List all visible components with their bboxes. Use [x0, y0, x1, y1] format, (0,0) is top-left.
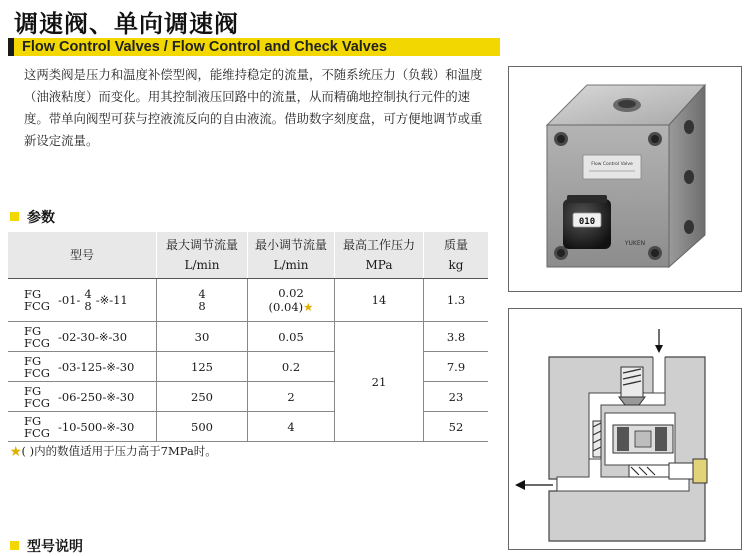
- col-unit: L/min: [273, 258, 309, 272]
- col-header-mass: [424, 232, 489, 279]
- col-unit: L/min: [184, 258, 220, 272]
- min-flow-cell: 0.05: [248, 322, 335, 352]
- min-flow-cell: 4: [248, 412, 335, 442]
- col-unit: kg: [448, 258, 464, 272]
- outlet-arrow-icon: [515, 480, 525, 490]
- valve-photo-illustration: [509, 67, 741, 291]
- pressure-cell: 14: [335, 279, 424, 322]
- table-row: [8, 322, 488, 352]
- col-unit: MPa: [365, 258, 393, 272]
- col-header-model: [8, 232, 157, 279]
- model-heading-text: 型号说明: [27, 539, 83, 555]
- spec-heading-text: 参数: [27, 210, 55, 226]
- model-prefix: FG FCG: [24, 323, 50, 350]
- page-title: 调速阀、单向调速阀: [14, 10, 239, 38]
- model-cell: [8, 279, 157, 322]
- cross-section-diagram: [508, 308, 742, 550]
- footnote-text: ( )内的数值适用于压力高于7MPa时。: [21, 444, 217, 458]
- col-label: 最大调节流量: [165, 238, 238, 252]
- valve-photo: [508, 66, 742, 292]
- star-icon: ★: [10, 444, 22, 458]
- mass-cell: 52: [424, 412, 489, 442]
- intro-paragraph: 这两类阀是压力和温度补偿型阀，能维持稳定的流量，不随系统压力（负载）和温度（油液粘度）而变化。用其控制液压回路中的流量，从而精确地控制执行元件的速度。带单向阀型可获与控液流反向的自由液流。借助数字刻度盘，可方便地调节或重新设定流量。: [24, 67, 483, 148]
- max-flow-cell: 500: [157, 412, 248, 442]
- nameplate-text: Flow Control Valve: [591, 162, 633, 167]
- spec-section-heading: [10, 207, 55, 227]
- star-icon: ★: [303, 300, 314, 314]
- dial-reading: 010: [578, 217, 596, 227]
- min-flow-cell: 0.02 (0.04)★: [248, 279, 335, 322]
- mass-cell: 1.3: [424, 279, 489, 322]
- title-bar-accent: [8, 38, 14, 56]
- col-header-max-flow: [157, 232, 248, 279]
- col-header-min-flow: [248, 232, 335, 279]
- page-subtitle: Flow Control Valves / Flow Control and Check Valves: [22, 39, 387, 55]
- mass-cell: 3.8: [424, 322, 489, 352]
- model-section-heading: [10, 536, 83, 556]
- model-prefix: FG FCG: [24, 383, 50, 410]
- model-code: -02-30-※-30: [57, 329, 128, 344]
- col-label: 最高工作压力: [342, 238, 415, 252]
- spec-header-row: [8, 232, 488, 279]
- cross-section-illustration: [509, 309, 741, 549]
- min-flow-cell: 0.2: [248, 352, 335, 382]
- model-cell: [8, 322, 157, 352]
- col-label: 型号: [69, 248, 94, 262]
- max-flow-cell: 30: [157, 322, 248, 352]
- model-code: -06-250-※-30: [57, 389, 135, 404]
- model-cell: [8, 412, 157, 442]
- model-code: -10-500-※-30: [57, 419, 135, 434]
- model-code: -03-125-※-30: [57, 359, 135, 374]
- max-flow-cell: 4 8: [157, 279, 248, 322]
- model-cell: [8, 382, 157, 412]
- footnote: [10, 443, 217, 459]
- col-label: 最小调节流量: [254, 238, 327, 252]
- heading-square-icon: [10, 212, 19, 221]
- model-size-fraction: 4 8: [84, 287, 92, 313]
- col-header-pressure: [335, 232, 424, 279]
- pressure-cell: 21: [335, 322, 424, 442]
- max-flow-cell: 250: [157, 382, 248, 412]
- max-flow-cell: 125: [157, 352, 248, 382]
- model-cell: [8, 352, 157, 382]
- mass-cell: 23: [424, 382, 489, 412]
- min-flow-cell: 2: [248, 382, 335, 412]
- table-row: [8, 279, 488, 322]
- heading-square-icon: [10, 541, 19, 550]
- col-label: 质量: [443, 238, 468, 252]
- model-code: -01-: [57, 293, 81, 307]
- model-prefix: FG FCG: [24, 287, 50, 313]
- model-code-suffix: -※-11: [95, 293, 128, 307]
- mass-cell: 7.9: [424, 352, 489, 382]
- spec-table: [8, 232, 488, 442]
- model-prefix: FG FCG: [24, 413, 50, 440]
- model-prefix: FG FCG: [24, 353, 50, 380]
- brand-mark: YUKEN: [624, 240, 646, 247]
